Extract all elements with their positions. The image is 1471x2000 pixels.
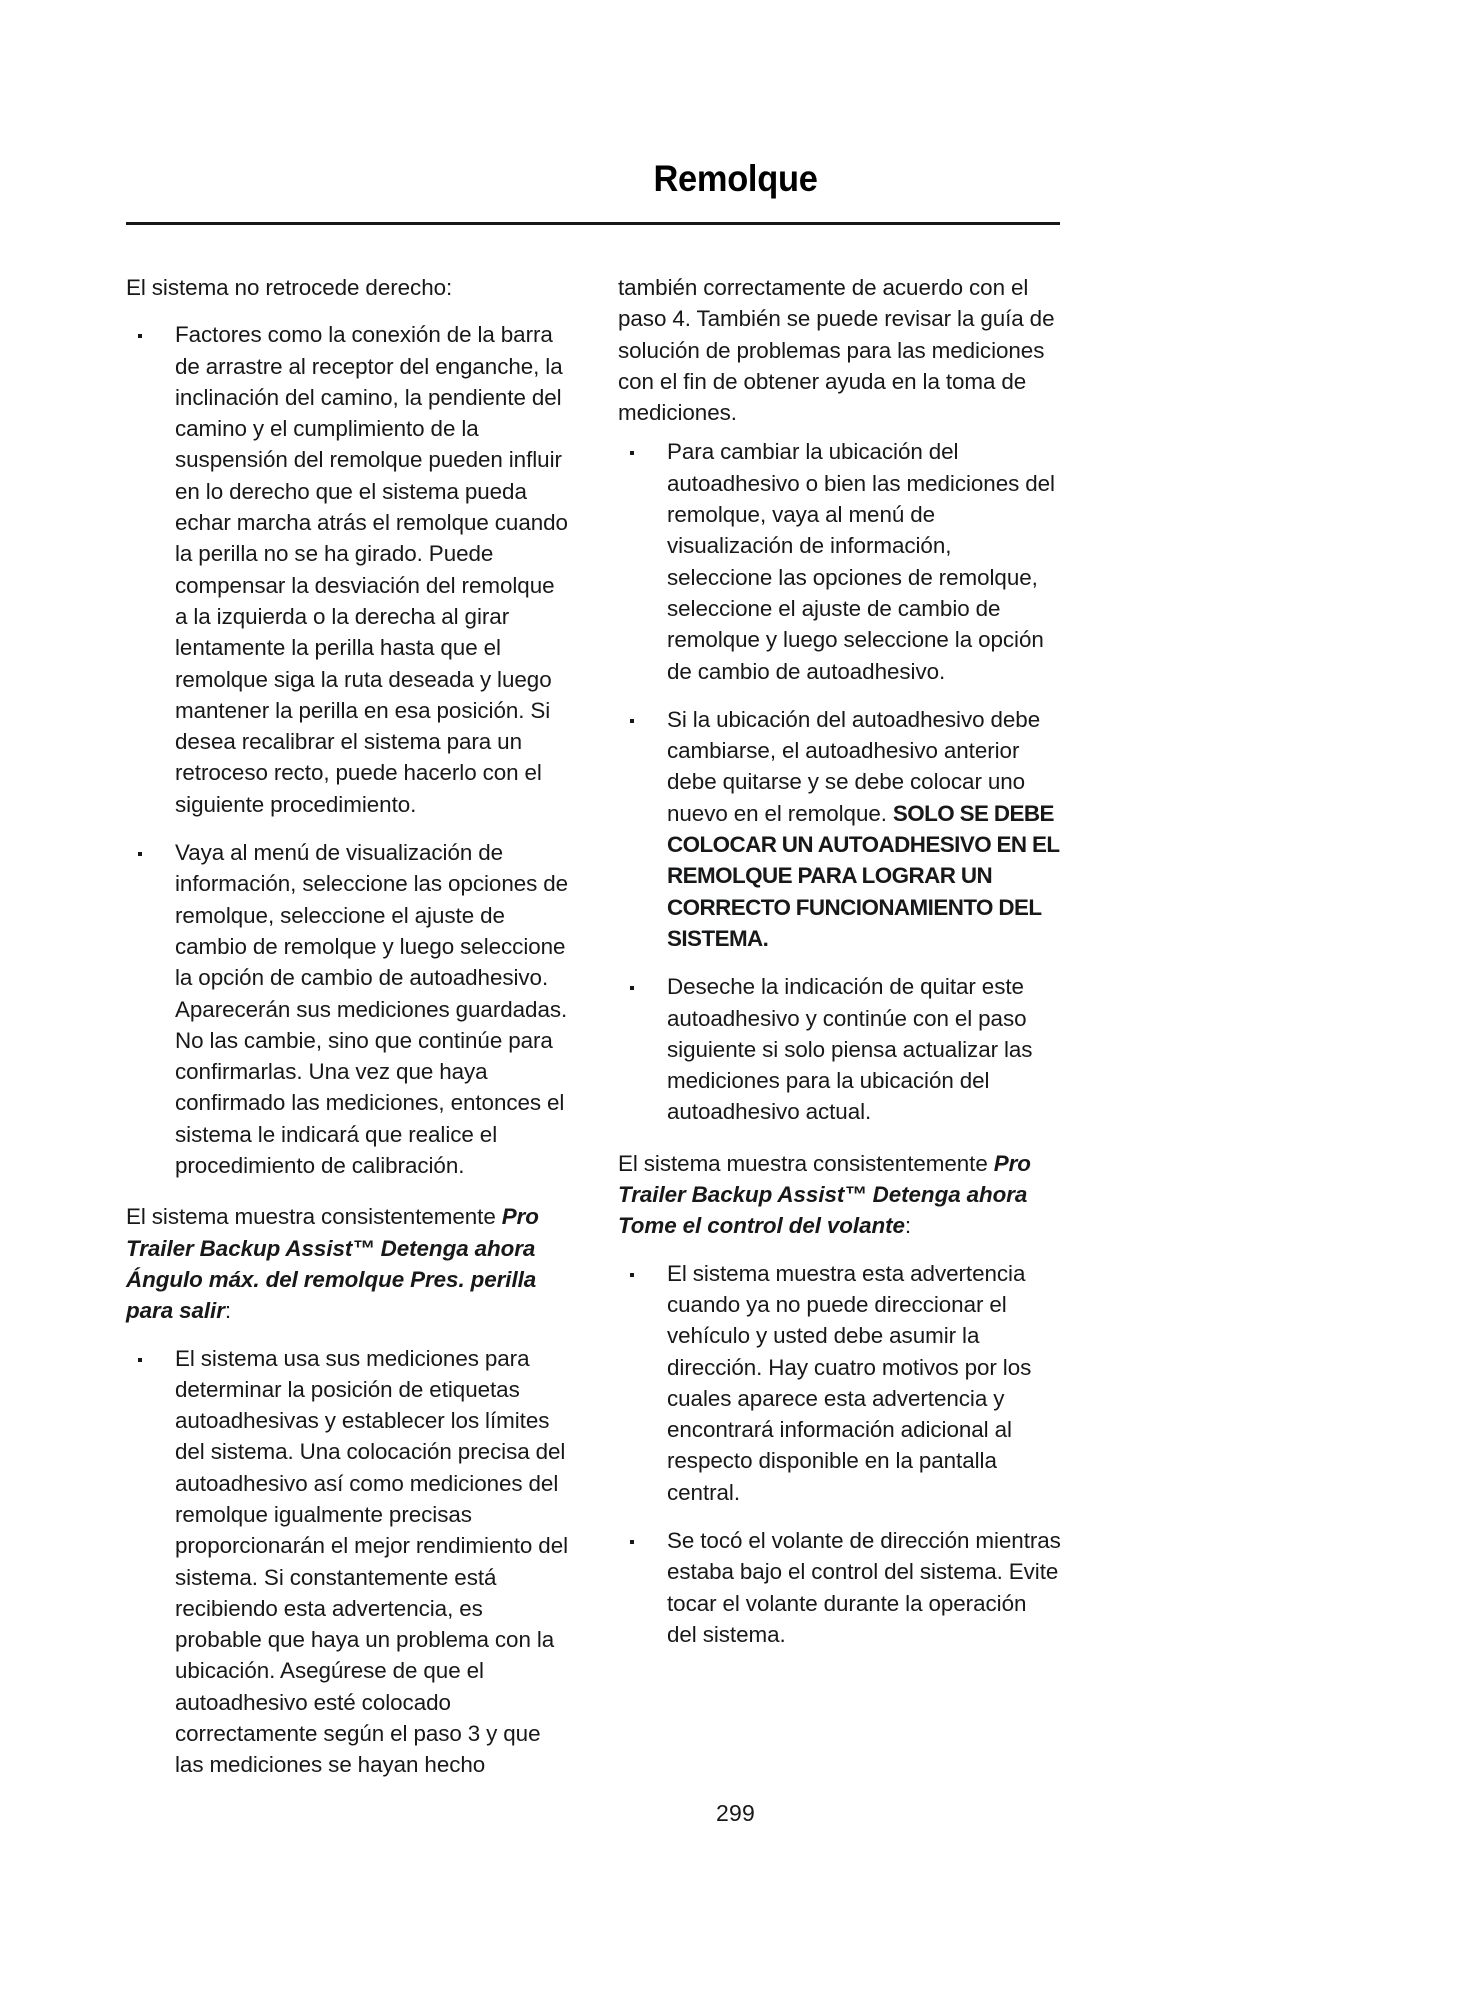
- page-header: [0, 0, 1471, 230]
- right-message-heading: [618, 1148, 1062, 1242]
- warning-caps-text: SOLO SE DEBE COLOCAR UN AUTOADHESIVO EN EL REMOLQUE PARA LOGRAR UN CORRECTO FUNCIONAMIENTO DEL SISTEMA.: [667, 800, 1060, 951]
- right-column: [618, 272, 1062, 1650]
- right-continuation-paragraph: también correctamente de acuerdo con el paso 4. También se puede revisar la guía de solución de problemas para las mediciones con el fin de obtener ayuda en la toma de mediciones.: [618, 275, 1055, 426]
- list-item: Para cambiar la ubicación del autoadhesivo o bien las mediciones del remolque, vaya al menú de visualización de información, seleccione las opciones de remolque, seleccione el ajuste de cambio de remolque y luego seleccione la opción de cambio de autoadhesivo.: [618, 436, 1062, 686]
- right-heading-bullet-list: [618, 1258, 1062, 1651]
- left-message-heading: [126, 1201, 570, 1326]
- list-item: Vaya al menú de visualización de información, seleccione las opciones de remolque, seleccione el ajuste de cambio de remolque y luego seleccione la opción de cambio de autoadhesivo. Aparecerán sus mediciones guardadas. No las cambie, sino que continúe para confirmarlas. Una vez que haya confirmado las mediciones, entonces el sistema le indicará que realice el procedimiento de calibración.: [126, 837, 570, 1181]
- list-item: El sistema muestra esta advertencia cuando ya no puede direccionar el vehículo y usted debe asumir la dirección. Hay cuatro motivos por los cuales aparece esta advertencia y encontrará información adicional al respecto disponible en la pantalla central.: [618, 1258, 1062, 1508]
- page-footer: [0, 1800, 1471, 1827]
- left-message-heading-trail: :: [224, 1298, 232, 1324]
- left-message-heading-lead: El sistema muestra consistentemente: [126, 1204, 502, 1230]
- right-message-heading-trail: :: [904, 1213, 912, 1239]
- left-message-heading-emphasis: Pro Trailer Backup Assist™ Detenga ahora Ángulo máx. del remolque Pres. perilla para salir: [126, 1204, 539, 1324]
- right-message-heading-lead: El sistema muestra consistentemente: [618, 1150, 994, 1176]
- page-title: Remolque: [653, 158, 818, 199]
- right-message-heading-emphasis: Pro Trailer Backup Assist™ Detenga ahora Tome el control del volante: [618, 1150, 1031, 1239]
- warning-lead-text: Si la ubicación del autoadhesivo debe cambiarse, el autoadhesivo anterior debe quitarse y se debe colocar uno nuevo en el remolque.: [667, 706, 1041, 826]
- list-item: Factores como la conexión de la barra de arrastre al receptor del enganche, la inclinación del camino, la pendiente del camino y el cumplimiento de la suspensión del remolque pueden influir en lo derecho que el sistema pueda echar marcha atrás el remolque cuando la perilla no se ha girado. Puede compensar la desviación del remolque a la izquierda o la derecha al girar lentamente la perilla hasta que el remolque siga la ruta deseada y luego mantener la perilla en esa posición. Si desea recalibrar el sistema para un retroceso recto, puede hacerlo con el siguiente procedimiento.: [126, 319, 570, 820]
- header-divider: [126, 222, 1060, 225]
- list-item: Deseche la indicación de quitar este autoadhesivo y continúe con el paso siguiente si solo piensa actualizar las mediciones para la ubicación del autoadhesivo actual.: [618, 971, 1062, 1127]
- page-number: 299: [716, 1800, 755, 1826]
- left-column: [126, 272, 570, 1781]
- left-bullet-list: [126, 319, 570, 1181]
- left-intro-paragraph: El sistema no retrocede derecho:: [126, 275, 453, 300]
- left-heading-bullet-list: [126, 1343, 570, 1781]
- list-item: El sistema usa sus mediciones para determinar la posición de etiquetas autoadhesivas y establecer los límites del sistema. Una colocación precisa del autoadhesivo así como mediciones del remolque igualmente precisas proporcionarán el mejor rendimiento del sistema. Si constantemente está recibiendo esta advertencia, es probable que haya un problema con la ubicación. Asegúrese de que el autoadhesivo esté colocado correctamente según el paso 3 y que las mediciones se hayan hecho: [126, 1343, 570, 1781]
- list-item: Se tocó el volante de dirección mientras estaba bajo el control del sistema. Evite tocar el volante durante la operación del sistema.: [618, 1525, 1062, 1650]
- right-bullet-list: [618, 436, 1062, 1127]
- list-item-warning: [618, 704, 1062, 954]
